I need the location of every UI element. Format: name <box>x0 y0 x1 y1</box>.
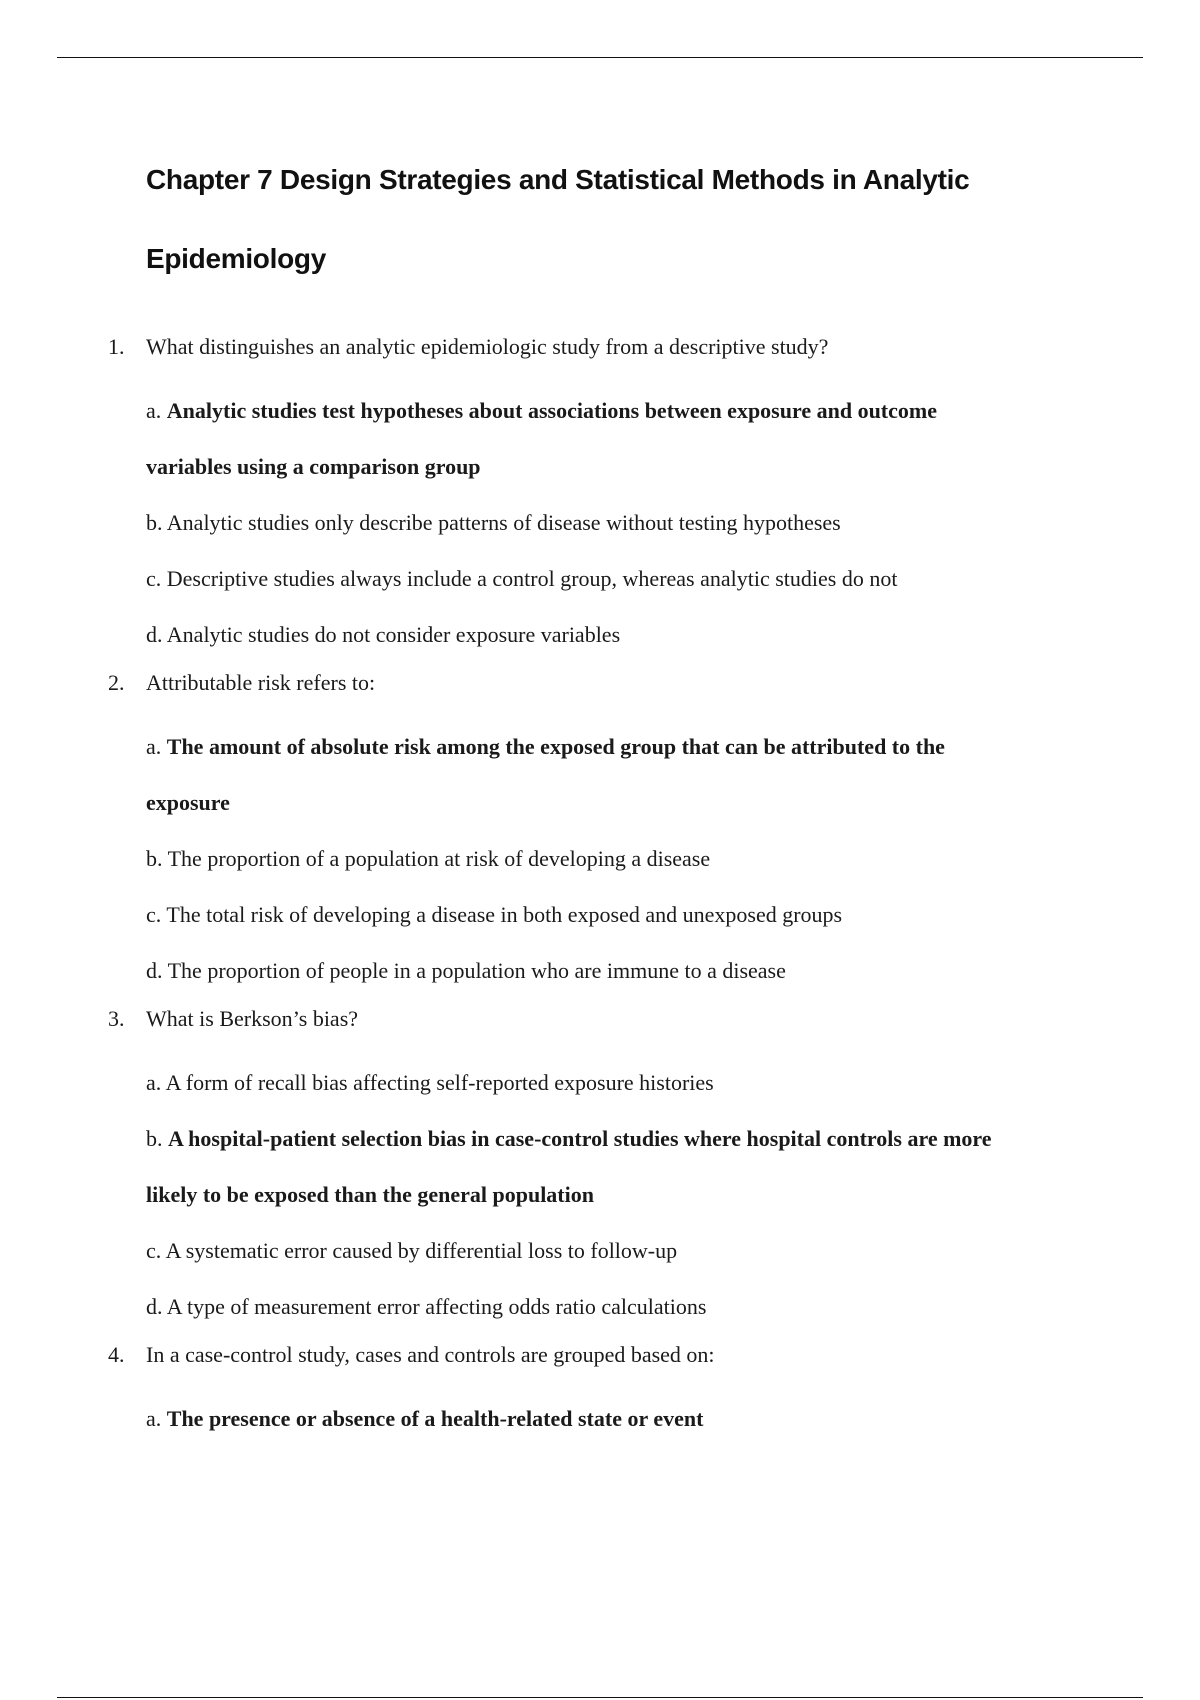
answer-option-correct <box>0 383 1200 495</box>
option-letter: b. <box>146 510 163 535</box>
question-stem <box>0 327 1200 383</box>
option-line <box>146 1223 1140 1279</box>
option-text: The amount of absolute risk among the exposed group that can be attributed to the <box>166 734 945 759</box>
option-text: Analytic studies test hypotheses about associations between exposure and outcome <box>166 398 937 423</box>
option-letter: a. <box>146 398 162 423</box>
question-number: 3. <box>108 1006 125 1031</box>
option-text: A form of recall bias affecting self-reported exposure histories <box>165 1070 714 1095</box>
header-rule <box>57 57 1143 58</box>
answer-option-correct <box>0 1391 1200 1447</box>
option-text: A type of measurement error affecting odds ratio calculations <box>166 1294 707 1319</box>
option-letter: b. <box>146 1126 163 1151</box>
option-line <box>146 439 1140 495</box>
option-letter: d. <box>146 958 163 983</box>
answer-option <box>0 943 1200 999</box>
option-line <box>146 831 1140 887</box>
option-line <box>146 1055 1140 1111</box>
option-line <box>146 719 1140 775</box>
question-number: 4. <box>108 1342 125 1367</box>
option-line <box>146 1111 1140 1167</box>
option-letter: d. <box>146 1294 163 1319</box>
option-text: variables using a comparison group <box>146 454 481 479</box>
option-line <box>146 607 1140 663</box>
question-text: What distinguishes an analytic epidemiologic study from a descriptive study? <box>146 334 829 359</box>
option-text: exposure <box>146 790 230 815</box>
question-stem <box>0 1335 1200 1391</box>
question-text: Attributable risk refers to: <box>146 670 376 695</box>
answer-option <box>0 607 1200 663</box>
title-line-1: Chapter 7 Design Strategies and Statistical Methods in Analytic <box>146 164 970 195</box>
option-line <box>146 1167 1140 1223</box>
answer-option <box>0 551 1200 607</box>
question-list <box>0 327 1200 1447</box>
option-letter: a. <box>146 1070 162 1095</box>
option-line <box>146 1279 1140 1335</box>
answer-option-correct <box>0 719 1200 831</box>
option-line <box>146 1391 1140 1447</box>
option-letter: a. <box>146 1406 162 1431</box>
option-text: Analytic studies only describe patterns of disease without testing hypotheses <box>166 510 841 535</box>
title-line-2: Epidemiology <box>146 243 326 274</box>
question-text: What is Berkson’s bias? <box>146 1006 359 1031</box>
question-number: 2. <box>108 670 125 695</box>
option-line <box>146 551 1140 607</box>
option-line <box>146 775 1140 831</box>
question-stem <box>0 999 1200 1055</box>
question-item <box>0 327 1200 663</box>
question-text: In a case-control study, cases and controls are grouped based on: <box>146 1342 715 1367</box>
option-letter: b. <box>146 846 163 871</box>
option-text: A hospital-patient selection bias in case-control studies where hospital controls are more <box>168 1126 992 1151</box>
option-letter: c. <box>146 902 162 927</box>
answer-option-correct <box>0 1111 1200 1223</box>
option-letter: c. <box>146 1238 162 1263</box>
answer-option <box>0 495 1200 551</box>
question-item <box>0 663 1200 999</box>
question-number: 1. <box>108 334 125 359</box>
option-text: Descriptive studies always include a control group, whereas analytic studies do not <box>166 566 898 591</box>
question-stem <box>0 663 1200 719</box>
option-line <box>146 943 1140 999</box>
option-line <box>146 383 1140 439</box>
footer-rule <box>57 1697 1143 1698</box>
option-text: The presence or absence of a health-related state or event <box>166 1406 704 1431</box>
option-letter: c. <box>146 566 162 591</box>
question-item <box>0 999 1200 1335</box>
page-title <box>146 140 1106 298</box>
option-text: Analytic studies do not consider exposure variables <box>166 622 621 647</box>
option-letter: a. <box>146 734 162 759</box>
question-item <box>0 1335 1200 1447</box>
option-text: The total risk of developing a disease in both exposed and unexposed groups <box>166 902 843 927</box>
answer-option <box>0 1055 1200 1111</box>
option-text: The proportion of a population at risk of developing a disease <box>167 846 711 871</box>
option-letter: d. <box>146 622 163 647</box>
answer-option <box>0 1279 1200 1335</box>
answer-option <box>0 831 1200 887</box>
option-text: A systematic error caused by differential loss to follow-up <box>165 1238 678 1263</box>
option-text: likely to be exposed than the general population <box>146 1182 594 1207</box>
option-line <box>146 887 1140 943</box>
option-text: The proportion of people in a population who are immune to a disease <box>167 958 786 983</box>
option-line <box>146 495 1140 551</box>
answer-option <box>0 1223 1200 1279</box>
answer-option <box>0 887 1200 943</box>
